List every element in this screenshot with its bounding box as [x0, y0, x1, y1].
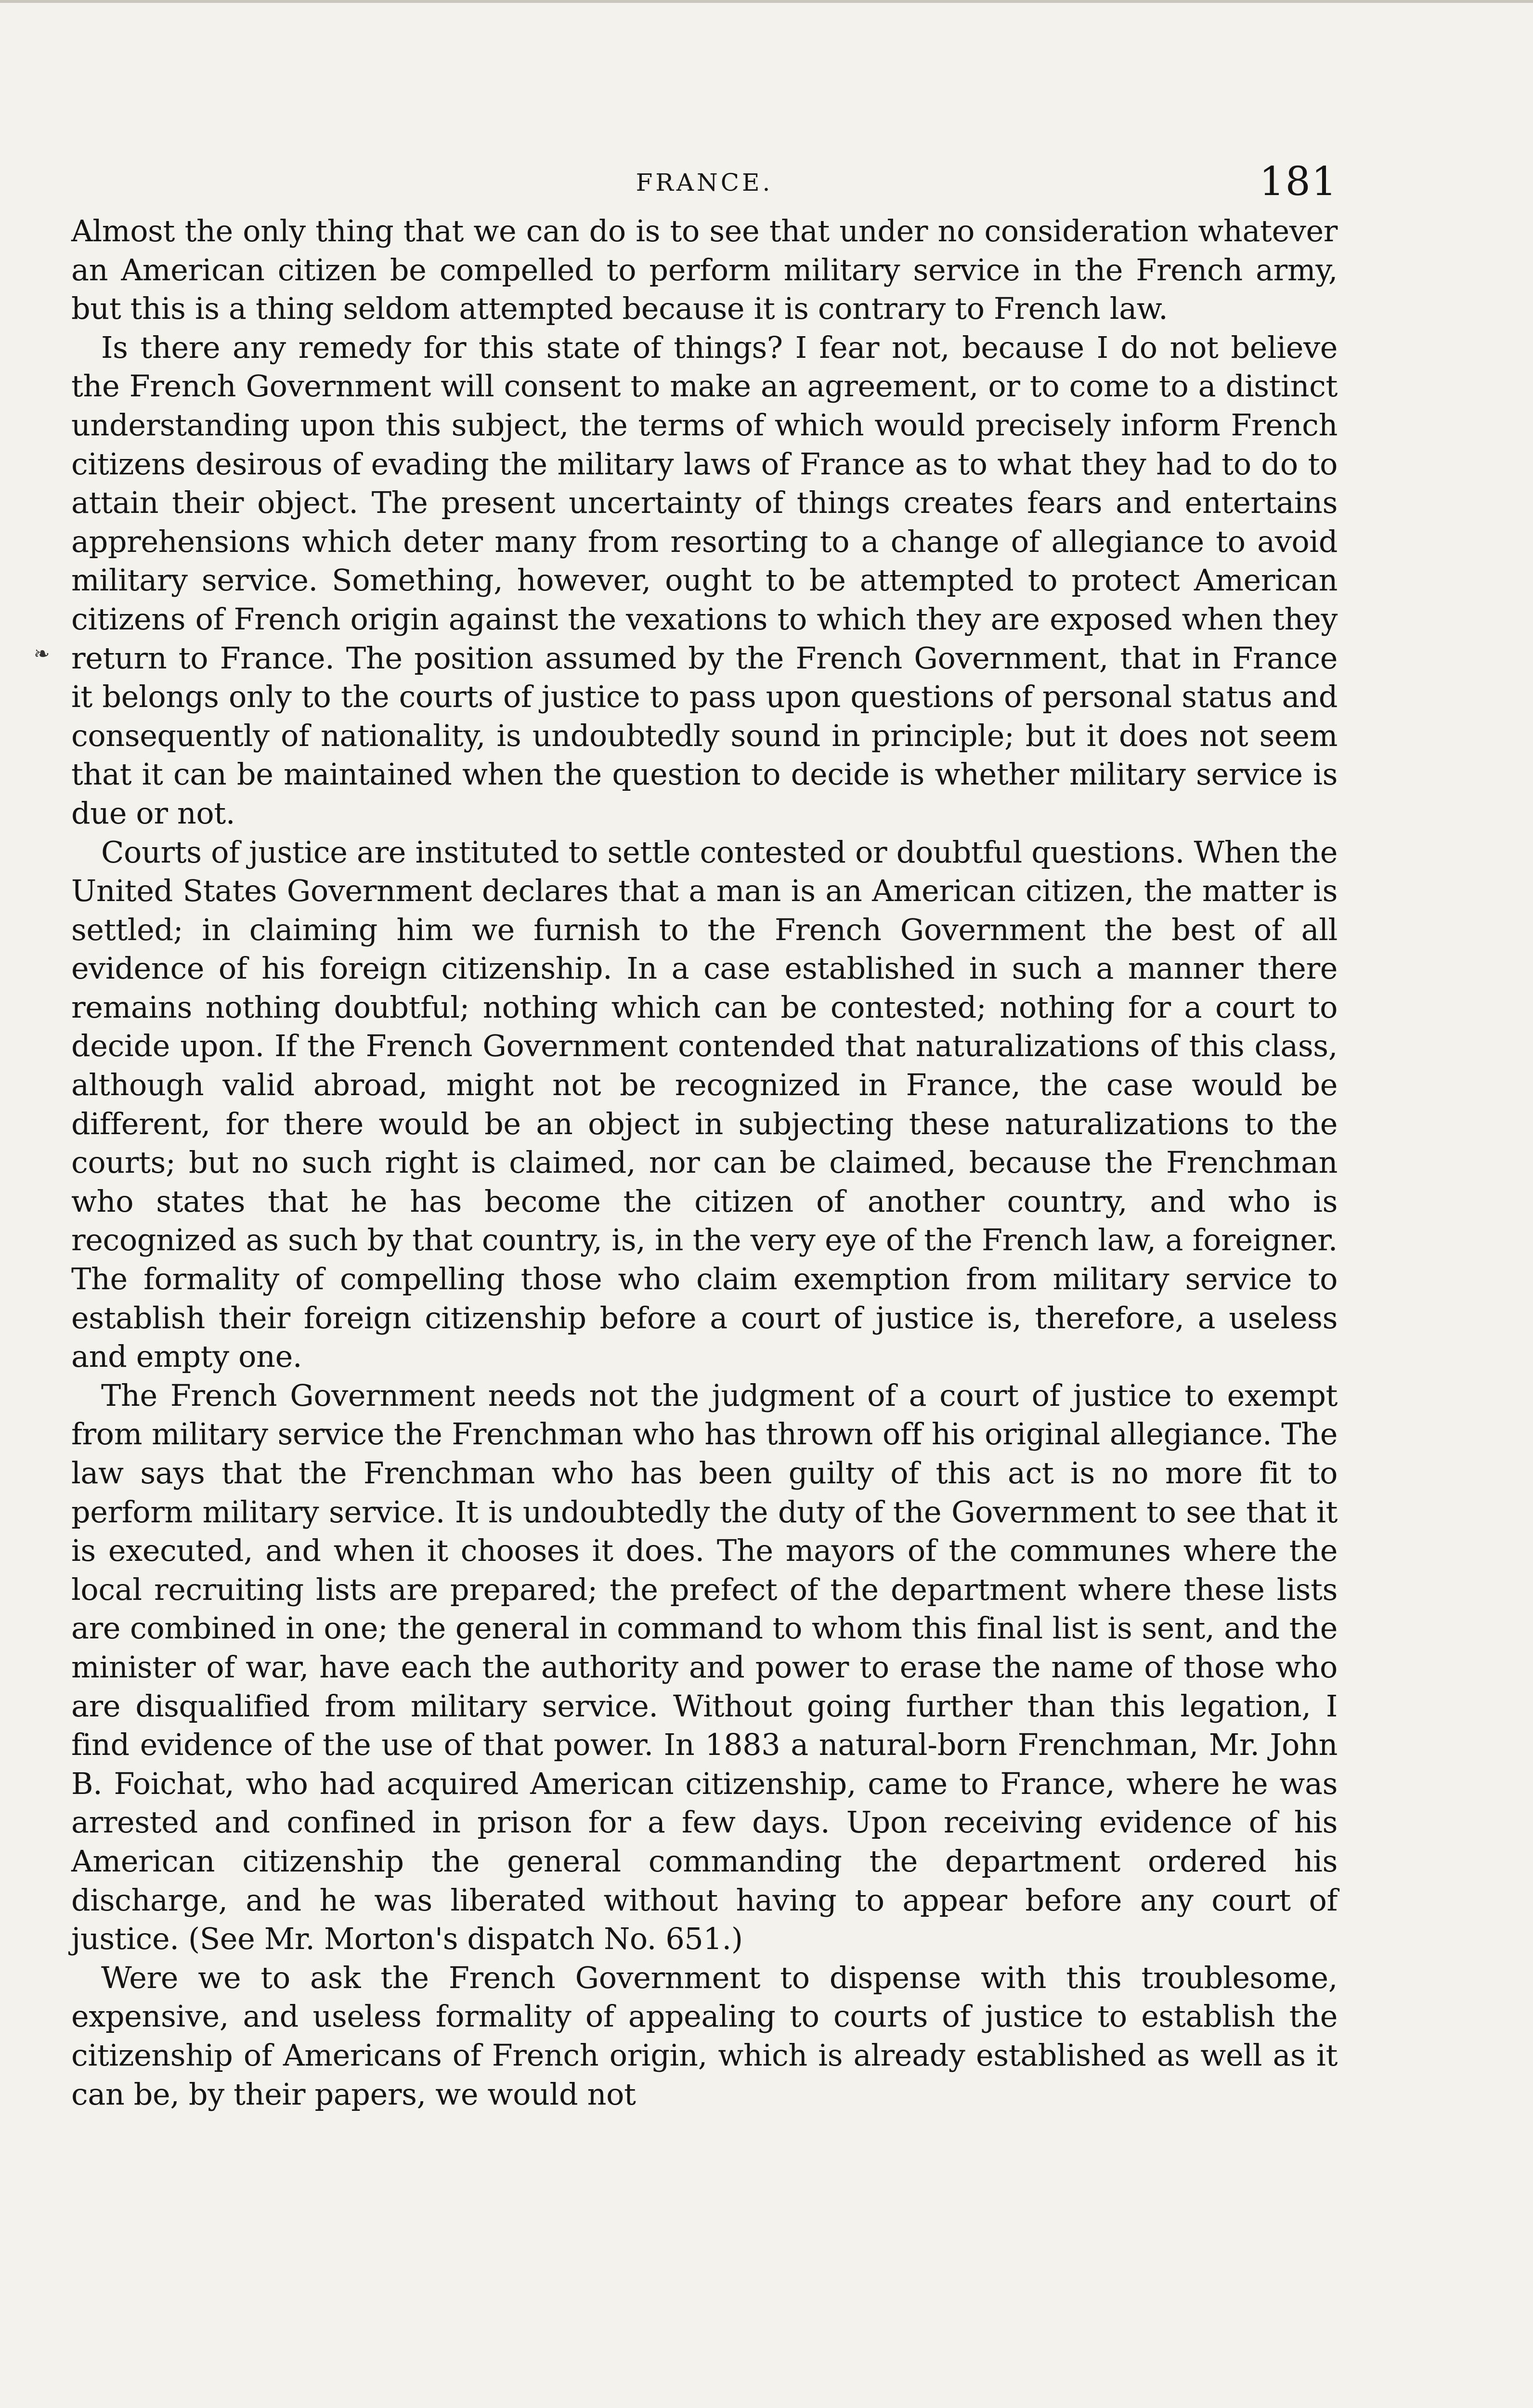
body-text	[71, 212, 1338, 2114]
paragraph-remedy: Is there any remedy for this state of things? I fear not, because I do not believe the French Government will consent to make an agreement, or to come to a distinct understanding upon this subject, the terms of which would precisely inform French citizens desirous of evading the military laws of France as to what they had to do to attain their object. The present uncertainty of things creates fears and entertains apprehensions which deter many from resorting to a change of allegiance to avoid military service. Something, however, ought to be attempted to protect American citizens of French origin against the vexations to which they are exposed when they return to France. The position assumed by the French Government, that in France it belongs only to the courts of justice to pass upon questions of personal status and consequently of nationality, is undoubtedly sound in principle; but it does not seem that it can be maintained when the question to decide is whether military service is due or not.	[71, 329, 1338, 831]
paragraph-continued: Almost the only thing that we can do is to see that under no consideration whatever an American citizen be compelled to perform military service in the French army, but this is a thing seldom attempted because it is contrary to French law.	[71, 213, 1338, 327]
running-title: FRANCE.	[636, 169, 773, 196]
margin-mark: ❧	[34, 643, 50, 665]
paragraph-french-government: The French Government needs not the judgment of a court of justice to exempt from military service the Frenchman who has thrown off his original allegiance. The law says that the Frenchman who has been guilty of this act is no more fit to perform military service. It is undoubtedly the duty of the Government to see that it is executed, and when it chooses it does. The mayors of the communes where the local recruiting lists are prepared; the prefect of the department where these lists are combined in one; the general in command to whom this final list is sent, and the minister of war, have each the authority and power to erase the name of those who are disqualified from military service. Without going further than this legation, I find evidence of the use of that power. In 1883 a natural-born Frenchman, Mr. John B. Foichat, who had acquired American citizenship, came to France, where he was arrested and confined in prison for a few days. Upon receiving evidence of his American citizenship the general commanding the department ordered his discharge, and he was liberated without having to appear before any court of justice. (See Mr. Morton's dispatch No. 651.)	[71, 1377, 1338, 1957]
paragraph-courts-of-justice: Courts of justice are instituted to settle contested or doubtful questions. When the United States Government declares that a man is an American citizen, the matter is settled; in claiming him we furnish to the French Government the best of all evidence of his foreign citizenship. In a case established in such a manner there remains nothing doubtful; nothing which can be contested; nothing for a court to decide upon. If the French Government contended that naturalizations of this class, although valid abroad, might not be recognized in France, the case would be different, for there would be an object in subjecting these naturalizations to the courts; but no such right is claimed, nor can be claimed, because the Frenchman who states that he has become the citizen of another country, and who is recognized as such by that country, is, in the very eye of the French law, a foreigner. The formality of compelling those who claim exemption from military service to establish their foreign citizenship before a court of justice is, therefore, a useless and empty one.	[71, 834, 1338, 1374]
page-number: 181	[1259, 159, 1338, 205]
running-header	[71, 159, 1338, 212]
top-edge-rule	[0, 0, 1533, 3]
paragraph-were-we-to-ask: Were we to ask the French Government to dispense with this troublesome, expensive, and useless formality of appealing to courts of justice to establish the citizenship of Americans of French origin, which is already established as well as it can be, by their papers, we would not	[71, 1960, 1338, 2112]
document-page	[71, 159, 1338, 2114]
